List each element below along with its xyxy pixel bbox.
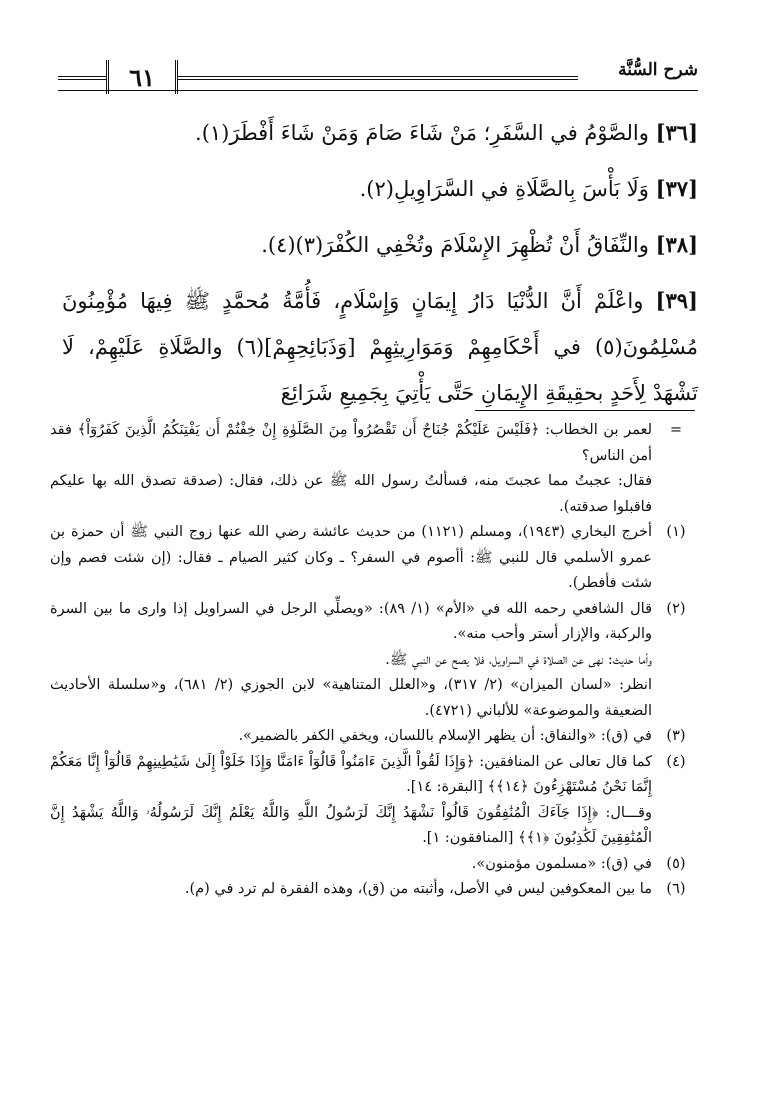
- footnote-text: [50, 877, 652, 903]
- footnote-separator: [475, 410, 695, 411]
- paragraph-number: [٣٦]: [655, 120, 698, 145]
- paragraph-number: [٣٨]: [655, 232, 698, 257]
- paragraph-text: وَلَا بَأْسَ بِالصَّلَاةِ في السَّرَاوِيلِ(٢).: [359, 177, 649, 201]
- footnote-text: [50, 418, 652, 520]
- page-header: [58, 58, 698, 98]
- footnote-line: أخرج البخاري (١٩٤٣)، ومسلم (١١٢١) من حديث عائشة رضي الله عنها زوج النبي ﷺ أن حمزة بن عمرو الأسلمي قال للنبي ﷺ: أأصوم في السفر؟ ـ وكان كثير الصيام ـ فقال: (إن شئت فصم وإن شئت فأفطر).: [50, 524, 652, 591]
- footnote-text: [50, 520, 652, 597]
- footnote-text: [50, 724, 652, 750]
- paragraph-39: [62, 278, 698, 416]
- footnote-line: قال الشافعي رحمه الله في «الأم» (١/ ٨٩): «ويصلِّي الرجل في السراويل إذا وارى ما بين السرة والركبة، والإزار أستر وأحب منه».: [50, 600, 653, 642]
- paragraph-number: [٣٩]: [655, 288, 698, 313]
- footnote-line: وقـــال: ﴿إِذَا جَآءَكَ الْمُنَٰفِقُونَ قَالُواْ نَشْهَدُ إِنَّكَ لَرَسُولُ اللَّهِ وَاللَّهُ يَعْلَمُ إِنَّكَ لَرَسُولُهُۥ وَاللَّهُ يَشْهَدُ إِنَّ الْمُنَٰفِقِينَ لَكَٰذِبُونَ ﴿١﴾﴾ [المنافقون: ١].: [50, 804, 652, 846]
- footnote-3: [50, 724, 700, 750]
- footnote-5: [50, 852, 700, 878]
- footnote-text: [50, 750, 652, 852]
- footnote-number: (٣): [666, 728, 686, 744]
- footnotes: [50, 418, 700, 903]
- footnote-line: ما بين المعكوفين ليس في الأصل، وأثبته من (ق)، وهذه الفقرة لم ترد في (م).: [184, 881, 652, 897]
- footnote-line: في (ق): «مسلمون مؤمنون».: [471, 855, 652, 872]
- paragraph-text: واعْلَمْ أَنَّ الدُّنْيَا دَارُ إِيمَانٍ وَإِسْلَامٍ، فَأُمَّةُ مُحمَّدٍ ﷺ فِيهَا مُؤْمِنُونَ مُسْلِمُونَ(٥) في أَحْكَامِهِمْ وَمَوَارِيثِهِمْ [وَذَبَائِحِهِمْ](٦) والصَّلَاةِ عَلَيْهِمْ، لَا تَشْهَدْ لِأَحَدٍ بحقِيقَةِ الإِيمَانِ حَتَّى يَأْتِيَ بِجَمِيعِ شَرَائِعَ: [62, 289, 698, 405]
- footnote-line: انظر: «لسان الميزان» (٢/ ٣١٧)، و«العلل المتناهية» لابن الجوزي (٢/ ٦٨١)، و«سلسلة الأحاديث الضعيفة والموضوعة» للألباني (٤٧٢١).: [50, 677, 652, 719]
- footnote-1: [50, 520, 700, 597]
- paragraph-38: [62, 222, 698, 268]
- paragraph-number: [٣٧]: [655, 176, 698, 201]
- footnote-4: [50, 750, 700, 852]
- footnote-number: =: [669, 422, 683, 438]
- paragraph-37: [62, 166, 698, 212]
- footnote-text: [50, 597, 652, 725]
- main-text: [62, 110, 698, 426]
- paragraph-text: والصَّوْمُ في السَّفَرِ؛ مَنْ شَاءَ صَامَ وَمَنْ شَاءَ أَفْطَرَ(١).: [195, 121, 649, 145]
- book-title: شرح السُّنَّة: [618, 60, 698, 80]
- footnote-line: لعمر بن الخطاب: ﴿فَلَيْسَ عَلَيْكُمْ جُنَاحٌ أَن تَقْصُرُواْ مِنَ الصَّلَوٰةِ إِنْ خِفْتُمْ أَن يَفْتِنَكُمُ الَّذِينَ كَفَرُوٓاْ﴾ فقد أمن الناس؟: [50, 422, 652, 464]
- footnote-line: كما قال تعالى عن المنافقين: ﴿وَإِذَا لَقُواْ الَّذِينَ ءَامَنُواْ قَالُوٓاْ ءَامَنَّا وَإِذَا خَلَوْاْ إِلَىٰ شَيَٰطِينِهِمْ قَالُوٓاْ إِنَّا مَعَكُمْ إِنَّمَا نَحْنُ مُسْتَهْزِءُونَ ﴿١٤﴾﴾ [البقرة: ١٤].: [50, 753, 652, 795]
- footnote-text: [50, 852, 652, 878]
- footnote-number: (١): [666, 524, 686, 540]
- header-rule-left: [58, 76, 106, 80]
- page-number: ٦١: [106, 60, 178, 94]
- header-rule-base: [58, 90, 698, 91]
- footnote-line: فقال: عجبتُ مما عجبتَ منه، فسألتُ رسول الله ﷺ عن ذلك، فقال: (صدقة تصدق الله بها عليكم فاقبلوا صدقته).: [50, 473, 652, 515]
- footnote-6: [50, 877, 700, 903]
- footnote-2: [50, 597, 700, 725]
- footnote-continued: [50, 418, 700, 520]
- footnote-number: (٤): [666, 753, 686, 770]
- footnote-number: (٢): [666, 600, 686, 617]
- footnote-number: (٥): [666, 855, 686, 872]
- paragraph-36: [62, 110, 698, 156]
- paragraph-text: والنِّفَاقُ أَنْ تُظْهِرَ الإِسْلَامَ وتُخْفِي الكُفْرَ(٣)(٤).: [261, 233, 649, 257]
- footnote-number: (٦): [666, 881, 686, 897]
- footnote-line: وأما حديث: نهى عن الصلاة في السراويل، فلا يصح عن النبي ﷺ.: [385, 651, 652, 668]
- footnote-line: في (ق): «والنفاق: أن يظهر الإسلام باللسان، ويخفي الكفر بالضمير».: [238, 728, 652, 744]
- header-rule-right: [178, 76, 578, 80]
